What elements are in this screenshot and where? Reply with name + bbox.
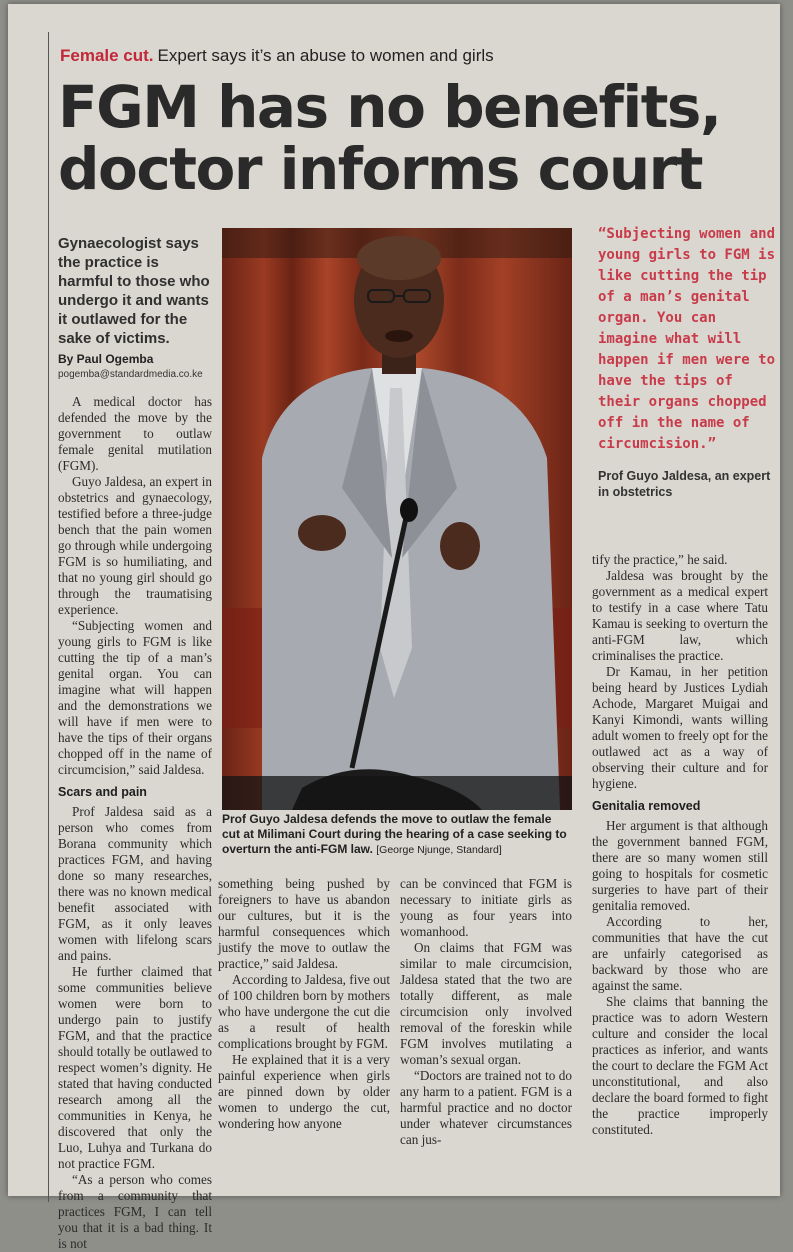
- paragraph: Jaldesa was brought by the government as a medical expert to testify in a case where Tatu Kamau is seeking to overturn the anti-FGM law, which criminalises the practice.: [592, 568, 768, 663]
- paragraph: On claims that FGM was similar to male circumcision, Jaldesa stated that the two are totally different, as male circumcision only involved removal of the foreskin while FGM involves mutilating a woman’s sexual organ.: [400, 940, 572, 1067]
- paragraph: He explained that it is a very painful experience when girls are pinned down by older women to undergo the cut, wondering how anyone: [218, 1052, 390, 1131]
- paragraph: something being pushed by foreigners to have us abandon our cultures, but it is the harmful consequences which justify the move to outlaw the practice,” said Jaldesa.: [218, 876, 390, 971]
- photo-credit: [George Njunge, Standard]: [376, 844, 502, 856]
- photo-caption: [222, 812, 572, 858]
- paragraph: She claims that banning the practice was to adorn Western culture and consider the local practices as inferior, and wants the court to declare the FGM Act unconstitutional, and also declare the board formed to fight the practice improperly constituted.: [592, 994, 768, 1137]
- paragraph: According to Jaldesa, five out of 100 children born by mothers who have undergone the cut die as a result of health complications brought by FGM.: [218, 972, 390, 1051]
- paragraph: “Subjecting women and young girls to FGM is like cutting the tip of a man’s genital organ. You can imagine what will happen and the demonstrations we will have if men were to have the tips of their organs chopped off in the name of circumcision,” said Jaldesa.: [58, 618, 212, 777]
- standfirst: Gynaecologist says the practice is harmful to those who undergo it and wants it outlawed for the sake of victims.: [58, 235, 210, 347]
- pull-quote-attribution: Prof Guyo Jaldesa, an expert in obstetrics: [598, 469, 771, 499]
- byline: By Paul Ogemba: [58, 352, 154, 366]
- photo-illustration: [222, 228, 572, 810]
- paragraph: can be convinced that FGM is necessary to initiate girls as young as four years into womanhood.: [400, 876, 572, 939]
- pull-quote: “Subjecting women and young girls to FGM is like cutting the tip of a man’s genital organ. You can imagine what will happen if men were to have the tips of their organs chopped off in the name of circumcision.”: [598, 226, 776, 452]
- paragraph: Prof Jaldesa said as a person who comes from Borana community which practices FGM, and having done so many researches, there was no known medical benefit associated with FGM, as it only leaves women with lifelong scars and pains.: [58, 804, 212, 963]
- article-column-2: [218, 876, 390, 1132]
- caption-text: Prof Guyo Jaldesa defends the move to outlaw the female cut at Milimani Court during the hearing of a case seeking to overturn the anti-FGM law.: [222, 812, 567, 856]
- paragraph: “Doctors are trained not to do any harm to a patient. FGM is a harmful practice and no doctor under whatever circumstances can jus-: [400, 1068, 572, 1147]
- paragraph: A medical doctor has defended the move by the government to outlaw female genital mutilation (FGM).: [58, 394, 212, 473]
- article-column-3: [400, 876, 572, 1148]
- paragraph: Her argument is that although the government banned FGM, there are so many women still going to hospitals for cosmetic surgeries to have part of their genitalia removed.: [592, 818, 768, 913]
- kicker-text: Expert says it’s an abuse to women and girls: [157, 46, 494, 65]
- headline-line-1: FGM has no benefits,: [58, 73, 721, 141]
- kicker: [60, 46, 494, 66]
- paragraph: He further claimed that some communities believe women were born to undergo pain to justify FGM, and that the practice should totally be outlawed to respect women’s dignity. He stated that having conducted research among all the communities in Kenya, he discovered that only the Luo, Luhya and Turkana do not practice FGM.: [58, 964, 212, 1171]
- paragraph: According to her, communities that have the cut are unfairly categorised as backward by those who are against the same.: [592, 914, 768, 993]
- byline-email: pogemba@standardmedia.co.ke: [58, 369, 203, 380]
- speaker-photo-icon: [222, 228, 572, 810]
- headline: [58, 73, 758, 203]
- paragraph: “As a person who comes from a community that practices FGM, I can tell you that it is a bad thing. It is not: [58, 1172, 212, 1251]
- paragraph: Guyo Jaldesa, an expert in obstetrics and gynaecology, testified before a three-judge bench that the pain women go through while undergoing FGM is so humiliating, and that no young girl should go through the traumatising experience.: [58, 474, 212, 617]
- paragraph: tify the practice,” he said.: [592, 552, 728, 567]
- article-column-1: [58, 394, 212, 1252]
- paragraph: Dr Kamau, in her petition being heard by Justices Lydiah Achode, Margaret Muigai and Kanyi Kimondi, wants willing adult women to freely opt for the outlawed act as a way of observing their culture and for hygiene.: [592, 664, 768, 791]
- column-rule: [48, 32, 49, 1202]
- subhead-scars-and-pain: Scars and pain: [58, 785, 147, 799]
- kicker-tag: Female cut.: [60, 46, 154, 65]
- article-column-4: [592, 552, 768, 1138]
- subhead-genitalia-removed: Genitalia removed: [592, 799, 701, 813]
- headline-line-2: doctor informs court: [58, 135, 702, 203]
